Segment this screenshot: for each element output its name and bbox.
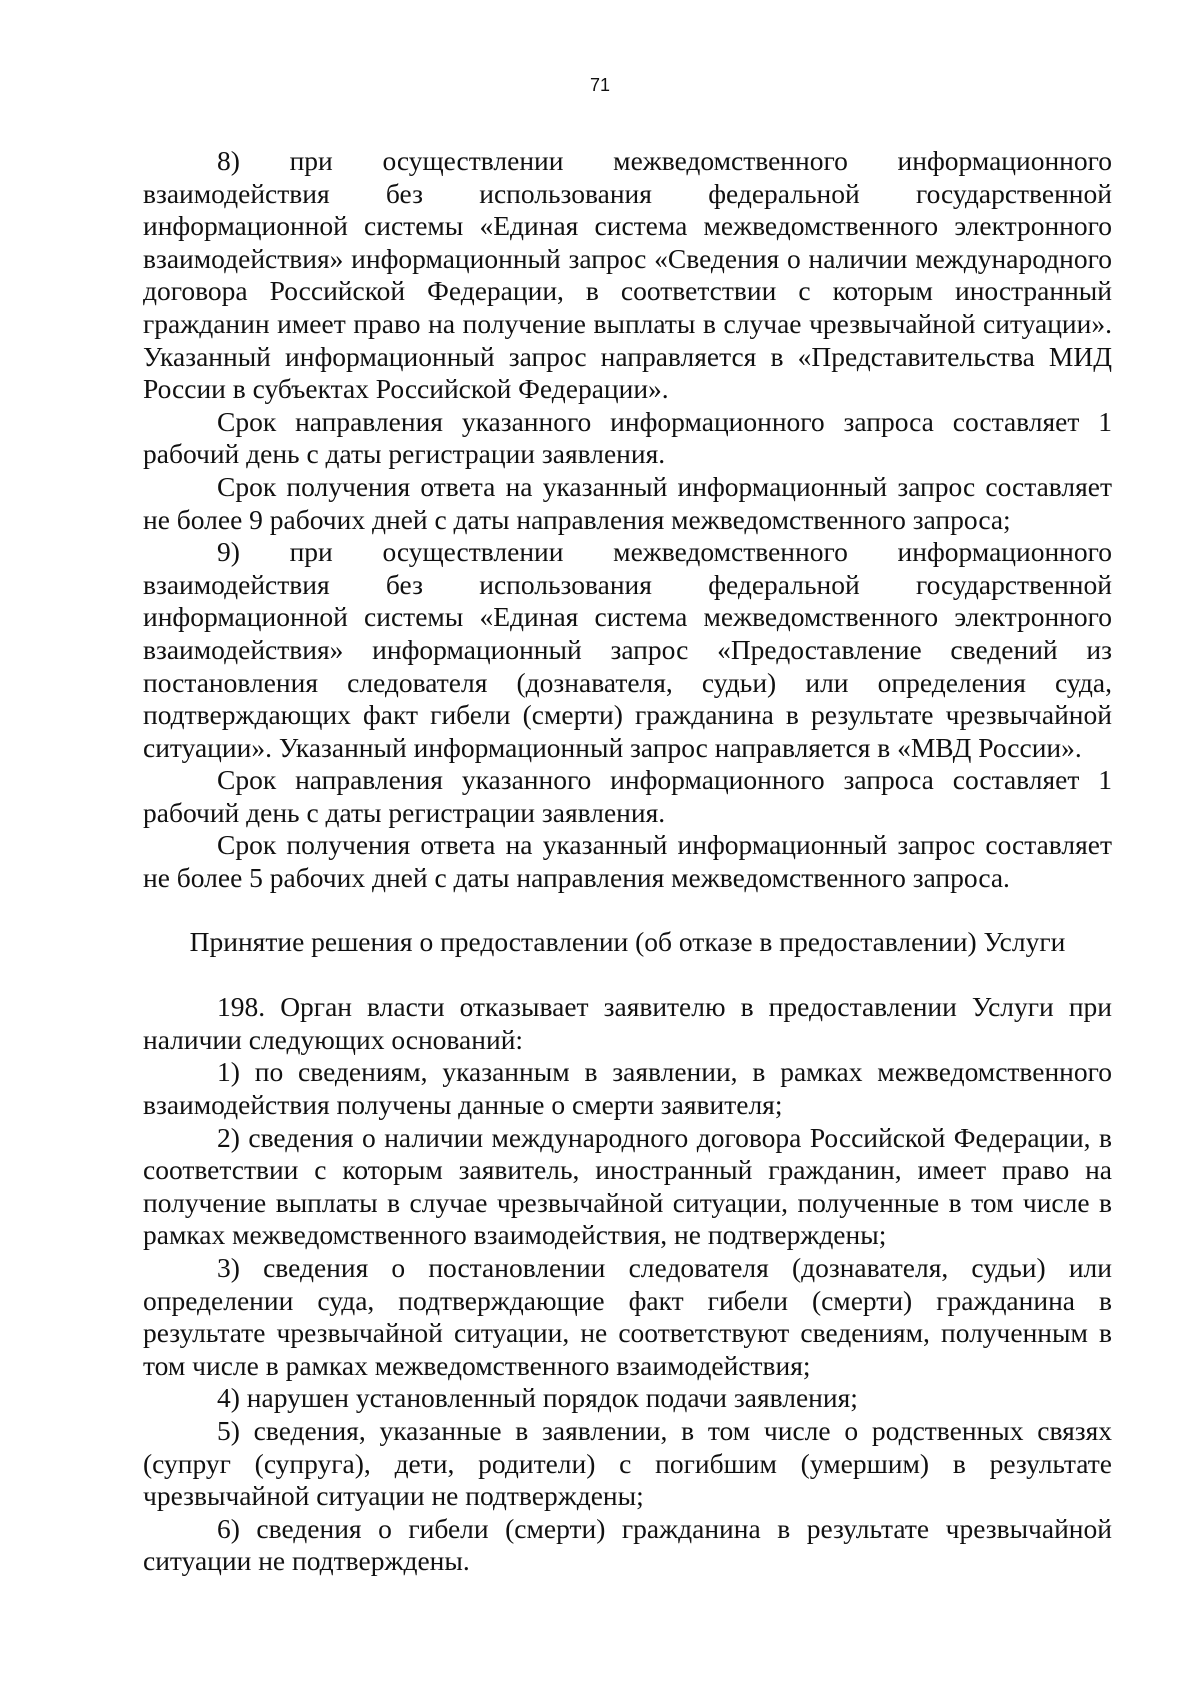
spacer bbox=[143, 895, 1112, 926]
page-number: 71 bbox=[589, 75, 611, 95]
document-body bbox=[143, 145, 1112, 1578]
paragraph-response-deadline: Срок получения ответа на указанный информационный запрос составляет не более 5 рабочих дней с даты направления межведомственного запроса. bbox=[143, 829, 1112, 894]
refusal-ground-1: 1) по сведениям, указанным в заявлении, в рамках межведомственного взаимодействия получены данные о смерти заявителя; bbox=[143, 1056, 1112, 1121]
refusal-ground-5: 5) сведения, указанные в заявлении, в том числе о родственных связях (супруг (супруга), дети, родители) с погибшим (умершим) в результате чрезвычайной ситуации не подтверждены; bbox=[143, 1414, 1112, 1512]
paragraph-request-deadline: Срок направления указанного информационного запроса составляет 1 рабочий день с даты регистрации заявления. bbox=[143, 764, 1112, 828]
paragraph-198: 198. Орган власти отказывает заявителю в предоставлении Услуги при наличии следующих оснований: bbox=[143, 991, 1112, 1055]
paragraph-request-deadline: Срок направления указанного информационного запроса составляет 1 рабочий день с даты регистрации заявления. bbox=[143, 405, 1112, 470]
section-heading: Принятие решения о предоставлении (об отказе в предоставлении) Услуги bbox=[189, 925, 1066, 957]
refusal-ground-6: 6) сведения о гибели (смерти) гражданина в результате чрезвычайной ситуации не подтверждены. bbox=[143, 1512, 1112, 1577]
refusal-ground-4: 4) нарушен установленный порядок подачи заявления; bbox=[217, 1382, 858, 1414]
spacer bbox=[143, 958, 1112, 991]
paragraph-response-deadline: Срок получения ответа на указанный информационный запрос составляет не более 9 рабочих дней с даты направления межведомственного запроса; bbox=[143, 470, 1112, 535]
refusal-ground-2: 2) сведения о наличии международного договора Российской Федерации, в соответствии с которым заявитель, иностранный гражданин, имеет право на получение выплаты в случае чрезвычайной ситуации, полученные в том числе в рамках межведомственного взаимодействия, не подтверждены; bbox=[143, 1121, 1112, 1251]
refusal-ground-3: 3) сведения о постановлении следователя (дознавателя, судьи) или определении суда, подтверждающие факт гибели (смерти) гражданина в результате чрезвычайной ситуации, не соответствуют сведениям, полученным в том числе в рамках межведомственного взаимодействия; bbox=[143, 1252, 1112, 1381]
paragraph-item-8: 8) при осуществлении межведомственного информационного взаимодействия без использования федеральной государственной информационной системы «Единая система межведомственного электронного взаимодействия» информационный запрос «Сведения о наличии международного договора Российской Федерации, в соответствии с которым иностранный гражданин имеет право на получение выплаты в случае чрезвычайной ситуации». Указанный информационный запрос направляется в «Представительства МИД России в субъектах Российской Федерации». bbox=[143, 145, 1112, 405]
paragraph-item-9: 9) при осуществлении межведомственного информационного взаимодействия без использования федеральной государственной информационной системы «Единая система межведомственного электронного взаимодействия» информационный запрос «Предоставление сведений из постановления следователя (дознавателя, судьи) или определения суда, подтверждающих факт гибели (смерти) гражданина в результате чрезвычайной ситуации». Указанный информационный запрос направляется в «МВД России». bbox=[143, 536, 1112, 763]
